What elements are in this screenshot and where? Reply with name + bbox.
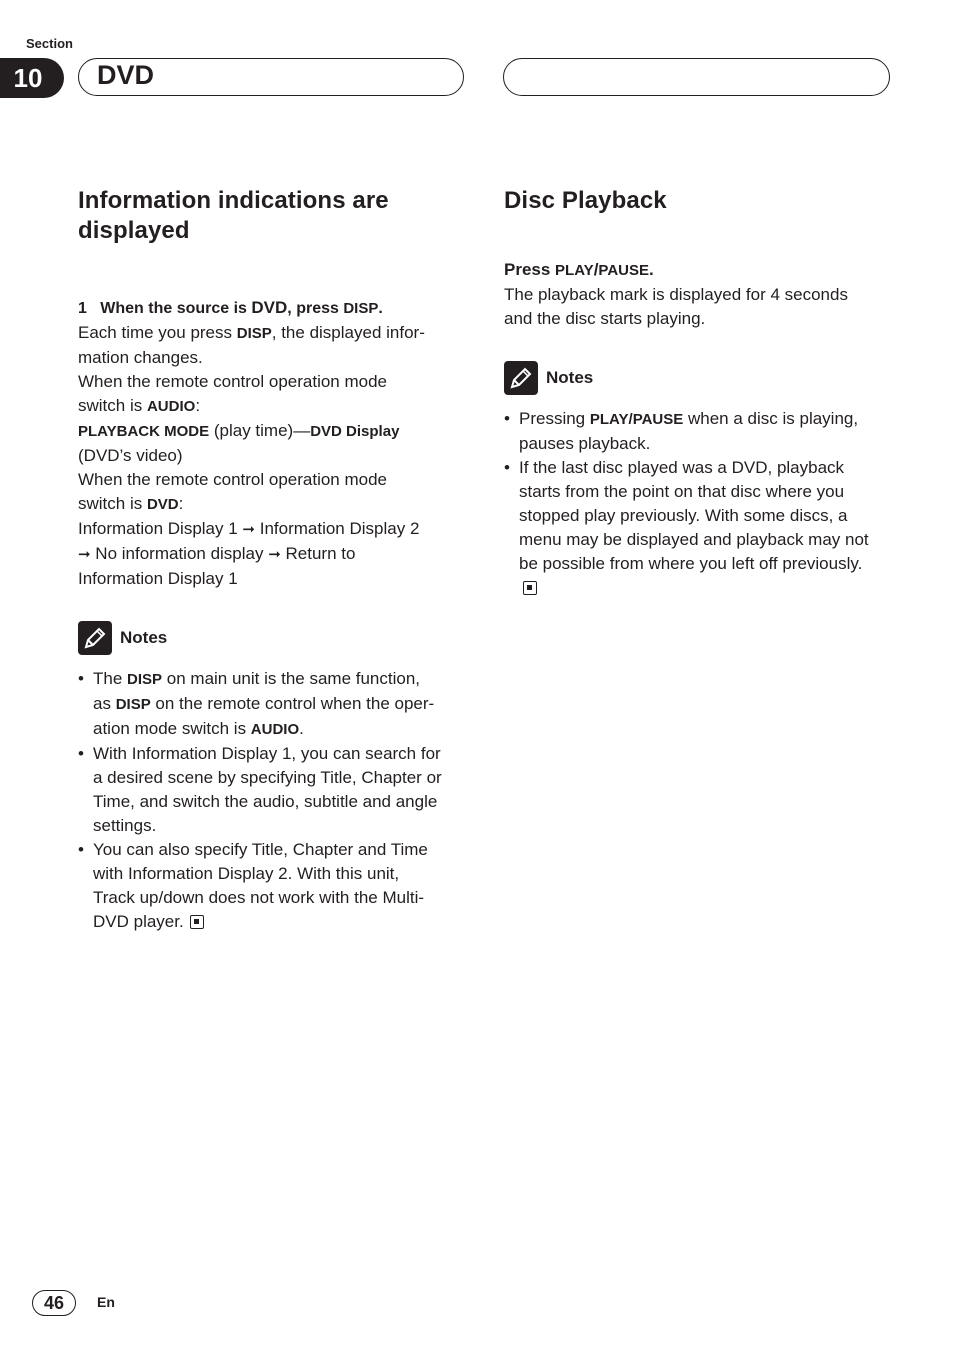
para-playback-mark	[504, 283, 894, 331]
right-notes-list	[504, 407, 894, 600]
section-number-tab: 10	[0, 58, 64, 98]
text: switch is	[78, 494, 147, 513]
key-dvd: DVD	[146, 496, 179, 513]
text: Information Display 2	[255, 519, 420, 538]
text: .	[649, 260, 654, 279]
text: DVD player.	[93, 912, 184, 931]
text: The playback mark is displayed for 4 seconds	[504, 285, 848, 304]
text: stopped play previously. With some discs, a	[519, 506, 848, 525]
step-1	[78, 296, 468, 321]
left-title	[78, 186, 468, 246]
text: Press	[504, 260, 556, 279]
para-display-sequence	[78, 517, 468, 591]
text: /	[628, 411, 633, 428]
key-pause: PAUSE	[598, 262, 649, 279]
step-dvd: DVD	[251, 298, 288, 317]
para-dvd-mode	[78, 468, 468, 517]
key-disp: DISP	[236, 325, 272, 342]
text: Pressing	[519, 409, 590, 428]
list-item	[78, 742, 468, 838]
text: .	[299, 719, 304, 738]
press-play-pause-step	[504, 258, 894, 283]
arrow-right-icon: ➞	[78, 546, 91, 563]
arrow-right-icon: ➞	[268, 546, 281, 563]
list-item	[78, 667, 468, 742]
text: When the remote control operation mode	[78, 470, 388, 489]
para-audio-mode	[78, 370, 468, 419]
text: The	[93, 669, 128, 688]
key-disp: DISP	[115, 696, 151, 713]
text: /	[593, 260, 599, 279]
text: ation mode switch is	[93, 719, 251, 738]
text: With Information Display 1, you can search for	[93, 744, 441, 763]
text: When the remote control operation mode	[78, 372, 388, 391]
text: pauses playback.	[519, 434, 651, 453]
right-title: Disc Playback	[504, 187, 667, 214]
right-column	[504, 186, 894, 600]
language-label: En	[97, 1294, 115, 1310]
text: switch is	[78, 396, 147, 415]
text: be possible from where you left off previously.	[519, 554, 863, 573]
text: Track up/down does not work with the Multi-	[93, 888, 425, 907]
left-column	[78, 186, 468, 934]
key-play: PLAY	[555, 262, 594, 279]
step-text-mid: , press	[287, 300, 344, 317]
text: Time, and switch the audio, subtitle and angle	[93, 792, 438, 811]
pencil-note-icon	[504, 361, 538, 395]
end-mark-icon	[190, 915, 204, 929]
text: No information display	[90, 544, 269, 563]
left-title-line1: Information indications are	[78, 187, 389, 214]
text: If the last disc played was a DVD, playback	[519, 458, 845, 477]
text: Return to	[280, 544, 356, 563]
header-right-frame	[503, 58, 890, 96]
left-title-line2: displayed	[78, 217, 190, 244]
section-label: Section	[26, 36, 73, 51]
text: and the disc starts playing.	[504, 309, 706, 328]
key-audio: AUDIO	[146, 398, 196, 415]
pencil-note-icon	[78, 621, 112, 655]
text: on the remote control when the oper-	[150, 694, 435, 713]
list-item	[504, 407, 894, 456]
text: starts from the point on that disc where you	[519, 482, 845, 501]
text: when a disc is playing,	[683, 409, 859, 428]
notes-label: Notes	[120, 628, 168, 647]
step-number: 1	[78, 300, 87, 317]
text: (DVD’s video)	[78, 446, 183, 465]
text: with Information Display 2. With this unit,	[93, 864, 400, 883]
text: settings.	[93, 816, 157, 835]
key-audio: AUDIO	[250, 721, 300, 738]
text: mation changes.	[78, 348, 203, 367]
text: a desired scene by specifying Title, Chapter or	[93, 768, 442, 787]
text: , the displayed infor-	[271, 323, 425, 342]
text: menu may be displayed and playback may not	[519, 530, 869, 549]
key-disp: DISP	[127, 671, 163, 688]
list-item	[504, 456, 894, 600]
text: (play time)—	[209, 421, 311, 440]
chapter-title: DVD	[78, 58, 464, 96]
para-playback-mode	[78, 419, 468, 468]
text: as	[93, 694, 116, 713]
arrow-right-icon: ➞	[242, 521, 255, 538]
list-item	[78, 838, 468, 934]
text: :	[195, 396, 201, 415]
text: on main unit is the same function,	[162, 669, 421, 688]
page-number: 46	[32, 1290, 76, 1316]
key-dvd-display: DVD Display	[310, 423, 400, 440]
step-disp: DISP	[343, 300, 379, 317]
para-display-change	[78, 321, 468, 370]
left-notes-list	[78, 667, 468, 934]
left-notes-heading	[78, 621, 468, 655]
step-text: When the source is	[100, 300, 252, 317]
text: Information Display 1	[78, 519, 238, 538]
text: :	[178, 494, 184, 513]
notes-label: Notes	[546, 368, 594, 387]
key-playback-mode: PLAYBACK MODE	[78, 423, 210, 440]
key-pause: PAUSE	[632, 411, 684, 428]
text: Each time you press	[78, 323, 237, 342]
text: You can also specify Title, Chapter and Time	[93, 840, 428, 859]
end-mark-icon	[523, 581, 537, 595]
step-end: .	[378, 300, 383, 317]
right-notes-heading	[504, 361, 894, 395]
text: Information Display 1	[78, 569, 238, 588]
key-play: PLAY	[589, 411, 629, 428]
